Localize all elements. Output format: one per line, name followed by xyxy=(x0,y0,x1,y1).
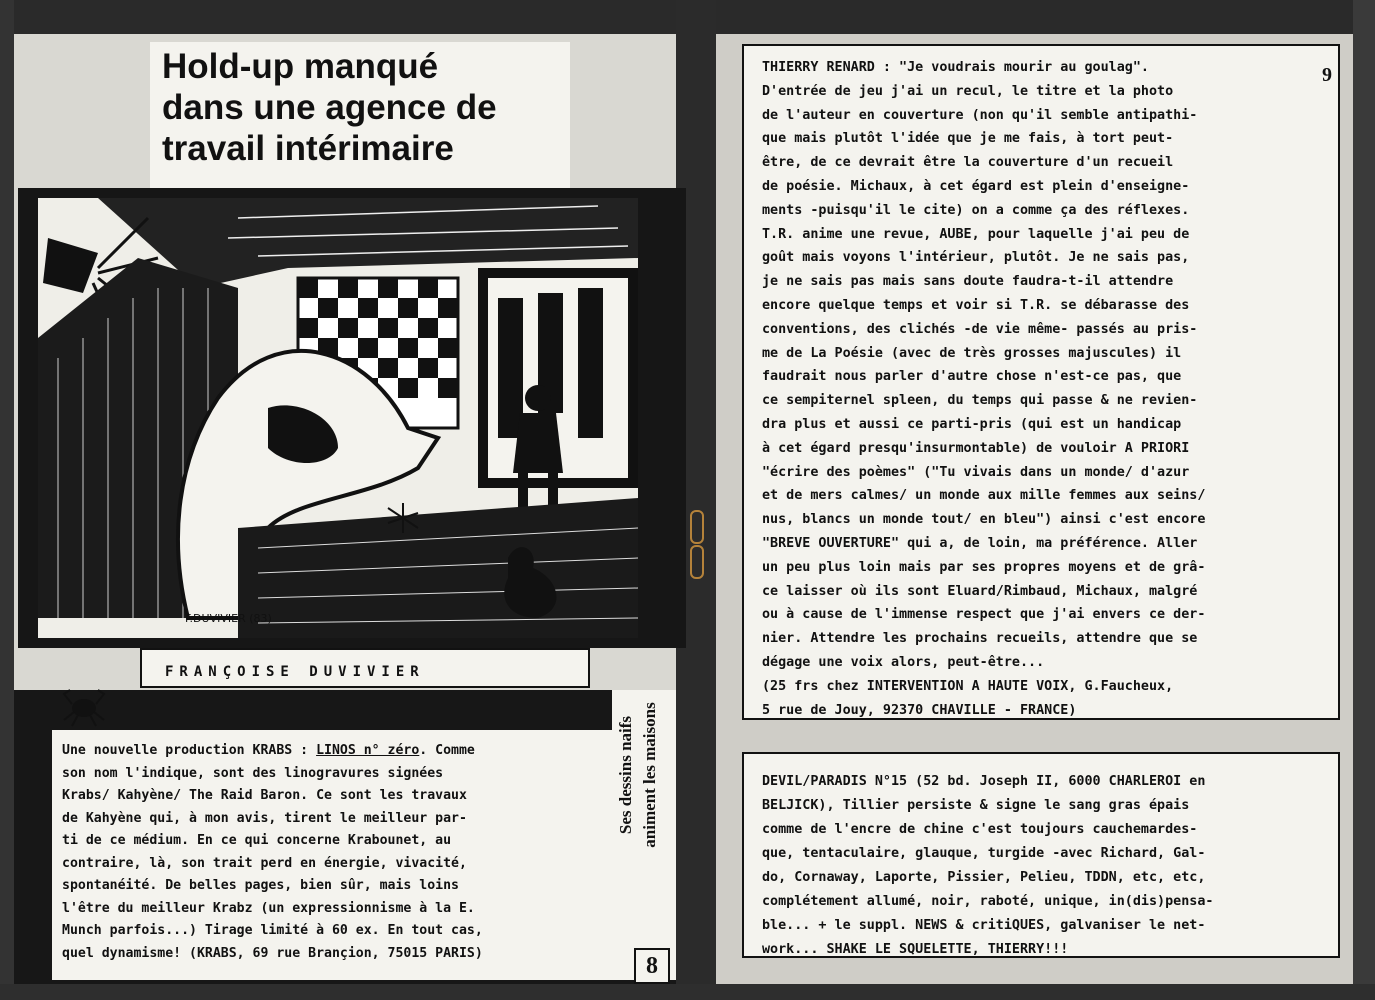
review-line: comme de l'encre de chine c'est toujours cauchemardes- xyxy=(762,822,1198,837)
review-line: dra plus et aussi ce parti-pris (qui est un handicap xyxy=(762,416,1182,432)
illustrator-name: FRANÇOISE DUVIVIER xyxy=(165,664,425,680)
review-line: que mais plutôt l'idée que je me fais, à tort peut- xyxy=(762,131,1174,147)
review-line: goût mais voyons l'intérieur, plutôt. Je ne sais pas, xyxy=(762,250,1190,266)
scan-edge-right xyxy=(1353,0,1375,1000)
illustration-signature: F.DUVIVIER (83) xyxy=(185,612,272,625)
review-line: do, Cornaway, Laporte, Pissier, Pelieu, TDDN, etc, etc, xyxy=(762,870,1206,885)
review-line: (25 frs chez INTERVENTION A HAUTE VOIX, G.Faucheux, xyxy=(762,678,1174,694)
headline-line: travail intérimaire xyxy=(162,129,454,168)
review-line: à cet égard presqu'insurmontable) de vouloir A PRIORI xyxy=(762,440,1190,456)
review-line: son nom l'indique, sont des linogravures signées xyxy=(62,765,444,781)
review-line: contraire, là, son trait perd en énergie, vivacité, xyxy=(62,855,467,871)
review-line: faudrait nous parler d'autre chose n'est-ce pas, que xyxy=(762,369,1182,385)
review-line: dégage une voix alors, peut-être... xyxy=(762,654,1045,670)
thierry-renard-review xyxy=(742,44,1340,720)
review-line: de l'auteur en couverture (non qu'il semble antipathi- xyxy=(762,107,1198,123)
review-line: être, de ce devrait être la couverture d'un recueil xyxy=(762,155,1174,171)
side-caption-line: animent les maisons xyxy=(640,702,659,848)
scan-edge-left xyxy=(0,0,14,1000)
review-line: ble... + le suppl. NEWS & critiQUES, galvaniser le net- xyxy=(762,918,1206,933)
review-line: "écrire des poèmes" ("Tu vivais dans un monde/ d'azur xyxy=(762,464,1190,480)
staple-top xyxy=(690,510,704,544)
review-line: et de mers calmes/ un monde aux mille femmes aux seins/ xyxy=(762,488,1206,504)
review-line xyxy=(62,740,610,763)
staple-bottom xyxy=(690,545,704,579)
review-line: ti de ce médium. En ce qui concerne Krabounet, au xyxy=(62,833,452,848)
review-text: Une nouvelle production KRABS : xyxy=(62,743,317,758)
devil-paradis-review xyxy=(742,752,1340,958)
review-line: encore quelque temps et voir si T.R. se débarasse des xyxy=(762,297,1190,313)
review-line: complétement allumé, noir, raboté, unique, in(dis)pensa- xyxy=(762,894,1214,909)
article-headline xyxy=(150,42,570,192)
review-body xyxy=(762,56,1330,722)
review-line: BELJICK), Tillier persiste & signe le sang gras épais xyxy=(762,798,1190,813)
linocut-illustration xyxy=(38,198,638,638)
review-line: quel dynamisme! (KRABS, 69 rue Brançion, 75015 PARIS) xyxy=(62,945,483,961)
headline-line: dans une agence de xyxy=(162,88,497,127)
review-line: nier. Attendre les prochains recueils, attendre que se xyxy=(762,631,1198,647)
publication-title: LINOS n° zéro xyxy=(316,743,420,758)
review-line: l'être du meilleur Krabz (un expressionnisme à la E. xyxy=(62,900,475,916)
review-line: T.R. anime une revue, AUBE, pour laquelle j'ai peu de xyxy=(762,226,1190,242)
review-body xyxy=(762,770,1330,962)
review-line: Krabs/ Kahyène/ The Raid Baron. Ce sont les travaux xyxy=(62,788,467,803)
review-line: ments -puisqu'il le cite) on a comme ça des réflexes. xyxy=(762,202,1190,218)
side-caption xyxy=(614,650,672,900)
headline-line: Hold-up manqué xyxy=(162,47,439,86)
review-line: D'entrée de jeu j'ai un recul, le titre et la photo xyxy=(762,83,1174,99)
linocut-drawing xyxy=(38,198,638,638)
page-number-left: 8 xyxy=(634,948,670,984)
review-line: "BREVE OUVERTURE" qui a, de loin, ma préférence. Aller xyxy=(762,535,1198,551)
review-line: DEVIL/PARADIS N°15 (52 bd. Joseph II, 6000 CHARLEROI en xyxy=(762,774,1206,789)
review-line: ou à cause de l'immense respect que j'ai envers ce der- xyxy=(762,607,1206,623)
review-line: nus, blancs un monde tout/ en bleu") ainsi c'est encore xyxy=(762,512,1206,528)
review-line: THIERRY RENARD : "Je voudrais mourir au goulag". xyxy=(762,60,1149,75)
review-line: ce laisser où ils sont Eluard/Rimbaud, Michaux, malgré xyxy=(762,583,1198,599)
review-line: me de La Poésie (avec de très grosses majuscules) il xyxy=(762,345,1182,361)
review-line: 5 rue de Jouy, 92370 CHAVILLE - FRANCE) xyxy=(762,702,1077,718)
scan-edge-bottom xyxy=(0,984,1375,1000)
crab-icon xyxy=(60,680,108,728)
review-line: un peu plus loin mais par ses propres moyens et de grâ- xyxy=(762,559,1206,575)
linos-review xyxy=(52,730,618,980)
review-text: . Comme xyxy=(419,743,475,758)
review-line: spontanéité. De belles pages, bien sûr, mais loins xyxy=(62,878,459,893)
page-number-right: 9 xyxy=(1322,64,1332,86)
review-line: conventions, des clichés -de vie même- passés au pris- xyxy=(762,321,1198,337)
review-line: de Kahyène qui, à mon avis, tirent le meilleur par- xyxy=(62,810,467,826)
review-line: de poésie. Michaux, à cet égard est plein d'enseigne- xyxy=(762,178,1190,194)
review-line: work... SHAKE LE SQUELETTE, THIERRY!!! xyxy=(762,942,1069,957)
side-caption-line: Ses dessins naifs xyxy=(616,715,635,835)
review-line: je ne sais pas mais sans doute faudra-t-il attendre xyxy=(762,274,1174,290)
review-line: que, tentaculaire, glauque, turgide -avec Richard, Gal- xyxy=(762,846,1206,861)
review-line: ce sempiternel spleen, du temps qui passe & ne revien- xyxy=(762,393,1198,409)
review-line: Munch parfois...) Tirage limité à 60 ex. En tout cas, xyxy=(62,923,483,938)
